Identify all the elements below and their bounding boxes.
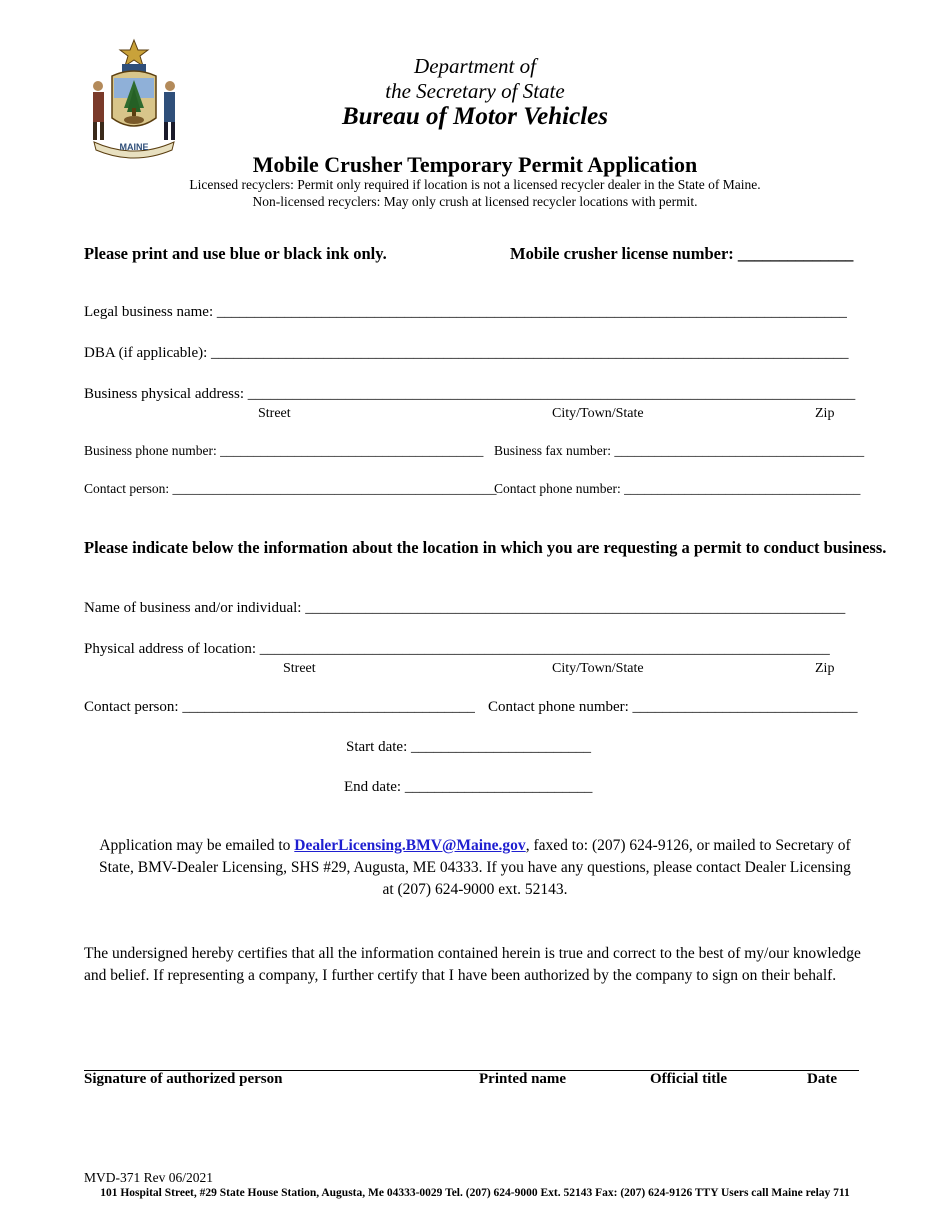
submission-text-pre: Application may be emailed to (99, 837, 295, 854)
date-label: Date (807, 1071, 837, 1087)
submission-instructions (95, 835, 855, 901)
printed-name-label: Printed name (479, 1071, 567, 1087)
location-contact-phone-field[interactable]: Contact phone number: ______________________________ (488, 699, 858, 715)
business-contact-person-field[interactable]: Contact person: ________________________________________________ (84, 481, 497, 496)
official-title-label: Official title (650, 1071, 728, 1087)
business-fax-field[interactable]: Business fax number: _____________________________________ (494, 443, 865, 458)
location-address-city-caption: City/Town/State (552, 661, 644, 676)
location-instruction: Please indicate below the information about the location in which you are requesting a permit to conduct business. (84, 538, 887, 557)
business-phone-field[interactable]: Business phone number: _______________________________________ (84, 443, 484, 458)
bureau-name: Bureau of Motor Vehicles (341, 103, 608, 130)
location-address-street-caption: Street (283, 661, 316, 676)
certification-statement: The undersigned hereby certifies that all the information contained herein is true and correct to the best of my/our knowledge and belief. If representing a company, I further certify that I have been authorized by the company to sign on their behalf. (84, 945, 861, 984)
location-contact-person-field[interactable]: Contact person: _______________________________________ (84, 699, 475, 715)
business-address-zip-caption: Zip (815, 406, 835, 421)
business-contact-phone-field[interactable]: Contact phone number: ___________________________________ (494, 481, 861, 496)
department-line-1: Department of (414, 54, 536, 78)
form-title: Mobile Crusher Temporary Permit Application (252, 152, 698, 177)
business-address-field[interactable]: Business physical address: _________________________________________________________________________________ (84, 386, 856, 402)
end-date-field[interactable]: End date: _________________________ (344, 779, 593, 795)
form-subtitle-licensed: Licensed recyclers: Permit only required if location is not a licensed recycler dealer in the State of Maine. (189, 177, 761, 192)
dba-field[interactable]: DBA (if applicable): _____________________________________________________________________________________ (84, 345, 849, 361)
form-number: MVD-371 Rev 06/2021 (84, 1170, 213, 1185)
seal-ribbon-text: MAINE (119, 142, 149, 152)
dealer-licensing-email-link[interactable]: DealerLicensing.BMV@Maine.gov (294, 837, 526, 854)
license-number-field[interactable]: Mobile crusher license number: ______________ (510, 244, 854, 263)
form-subtitle-nonlicensed: Non-licensed recyclers: May only crush at licensed recycler locations with permit. (252, 194, 698, 209)
footer-address: 101 Hospital Street, #29 State House Station, Augusta, Me 04333-0029 Tel. (207) 624-9000 Ext. 52143 Fax: (207) 624-9126 TTY Users call Maine relay 711 (100, 1187, 850, 1199)
legal-business-name-field[interactable]: Legal business name: ____________________________________________________________________________________ (84, 304, 847, 320)
start-date-field[interactable]: Start date: ________________________ (346, 739, 591, 755)
location-address-zip-caption: Zip (815, 661, 835, 676)
signature-label: Signature of authorized person (84, 1071, 283, 1087)
business-address-street-caption: Street (258, 406, 291, 421)
business-address-city-caption: City/Town/State (552, 406, 644, 421)
ink-instruction: Please print and use blue or black ink only. (84, 244, 387, 263)
submission-text-post: , faxed to: (207) 624-9126, or mailed to Secretary of State, BMV-Dealer Licensing, SHS #29, Augusta, ME 04333. If you have any questions, please contact Dealer Licensing at (207) 624-9000 ext. 52143. (99, 837, 851, 898)
location-address-field[interactable]: Physical address of location: ____________________________________________________________________________ (84, 641, 830, 657)
location-business-name-field[interactable]: Name of business and/or individual: ________________________________________________________________________ (84, 600, 846, 616)
department-line-2: the Secretary of State (385, 79, 565, 103)
